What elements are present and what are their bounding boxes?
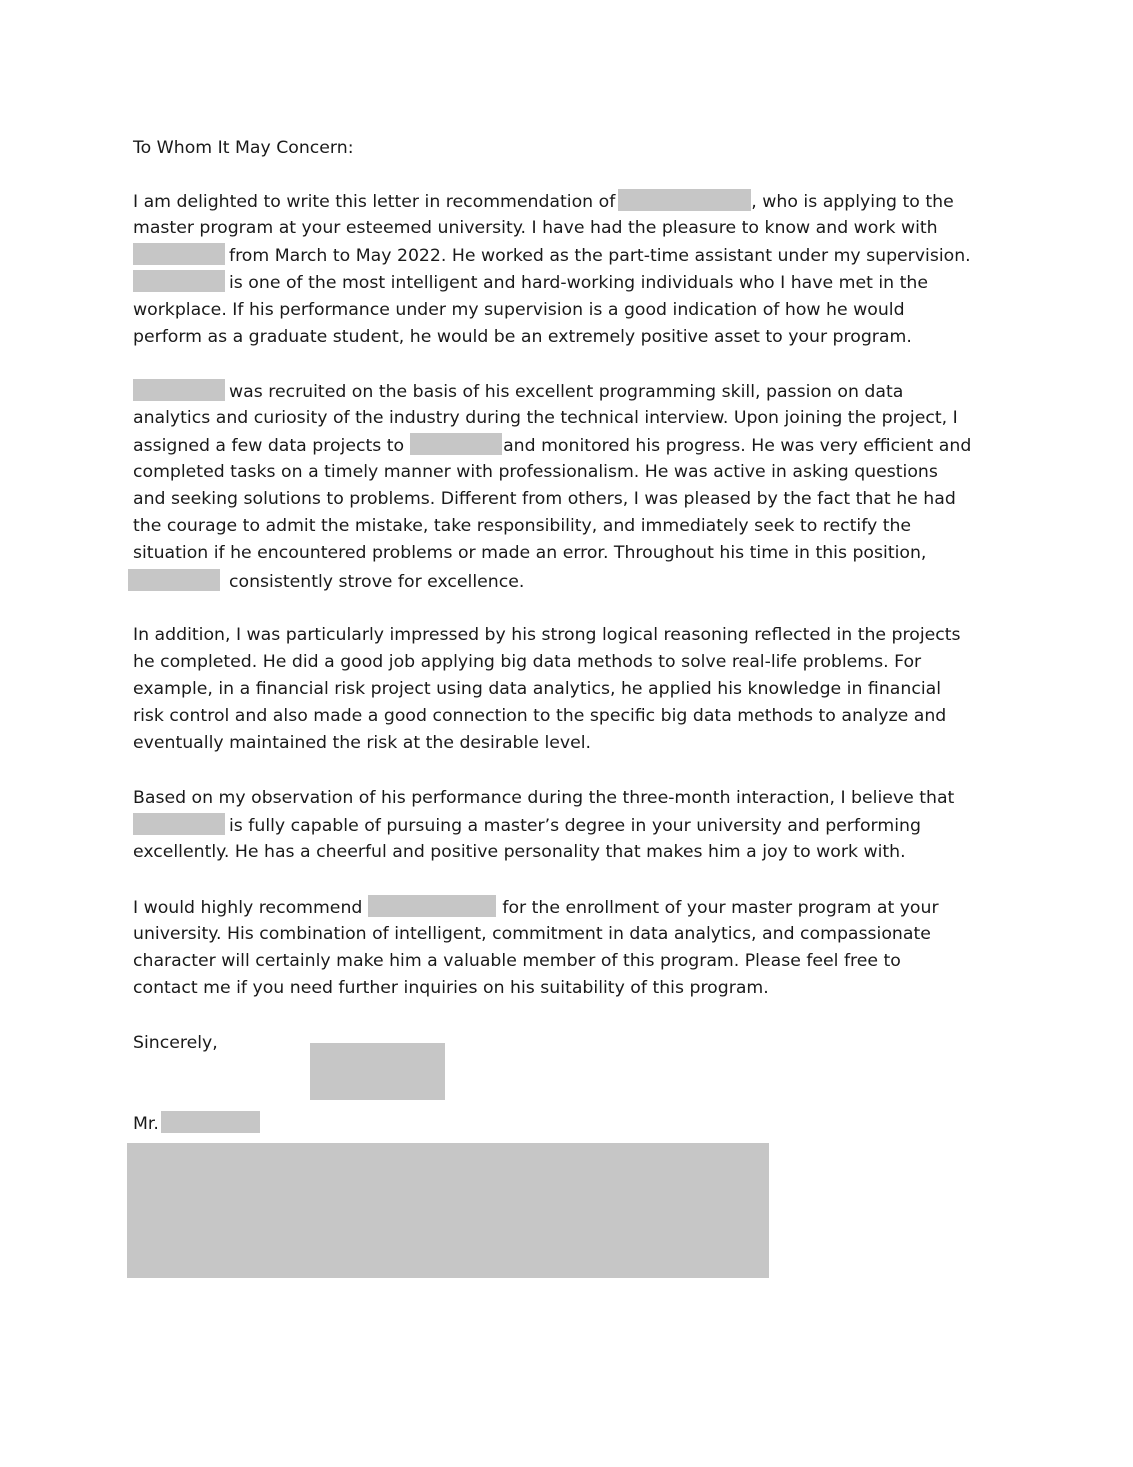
redacted-name bbox=[368, 895, 496, 917]
redacted-signer-name bbox=[161, 1111, 260, 1133]
p1-line-1 bbox=[133, 189, 954, 213]
p5-line-1 bbox=[133, 895, 939, 919]
redacted-name bbox=[618, 189, 751, 211]
text: I would highly recommend bbox=[133, 898, 363, 918]
p1-line-3 bbox=[133, 243, 971, 267]
redacted-name bbox=[128, 569, 220, 591]
p3-line-3: example, in a financial risk project using data analytics, he applied his knowledge in financial bbox=[133, 679, 942, 699]
p1-line-6: perform as a graduate student, he would be an extremely positive asset to your program. bbox=[133, 327, 912, 347]
signer-prefix: Mr. bbox=[133, 1114, 159, 1134]
text: I am delighted to write this letter in recommendation of bbox=[133, 192, 616, 212]
p1-line-4 bbox=[133, 270, 928, 294]
p2-line-2: analytics and curiosity of the industry during the technical interview. Upon joining the project, I bbox=[133, 408, 958, 428]
p2-line-4: completed tasks on a timely manner with professionalism. He was active in asking questions bbox=[133, 462, 938, 482]
p2-line-7: situation if he encountered problems or made an error. Throughout his time in this position, bbox=[133, 543, 927, 563]
p3-line-1: In addition, I was particularly impressed by his strong logical reasoning reflected in the projects bbox=[133, 625, 961, 645]
p4-line-1: Based on my observation of his performance during the three-month interaction, I believe that bbox=[133, 788, 955, 808]
p2-line-8 bbox=[128, 569, 524, 593]
p5-line-3: character will certainly make him a valuable member of this program. Please feel free to bbox=[133, 951, 901, 971]
redacted-signature bbox=[310, 1043, 445, 1100]
p1-line-5: workplace. If his performance under my supervision is a good indication of how he would bbox=[133, 300, 905, 320]
text: was recruited on the basis of his excellent programming skill, passion on data bbox=[229, 382, 904, 402]
p2-line-3 bbox=[133, 433, 971, 457]
p2-line-6: the courage to admit the mistake, take responsibility, and immediately seek to rectify the bbox=[133, 516, 912, 536]
p2-line-1 bbox=[133, 379, 903, 403]
p5-line-2: university. His combination of intelligent, commitment in data analytics, and compassionate bbox=[133, 924, 931, 944]
redacted-name bbox=[133, 813, 225, 835]
text: for the enrollment of your master program at your bbox=[502, 898, 939, 918]
closing: Sincerely, bbox=[133, 1033, 218, 1053]
signer-name-line bbox=[133, 1111, 260, 1135]
redacted-name bbox=[133, 379, 225, 401]
text: and monitored his progress. He was very efficient and bbox=[503, 436, 972, 456]
salutation: To Whom It May Concern: bbox=[133, 138, 354, 158]
p5-line-4: contact me if you need further inquiries on his suitability of this program. bbox=[133, 978, 769, 998]
p1-line-2: master program at your esteemed university. I have had the pleasure to know and work with bbox=[133, 218, 938, 238]
redacted-name bbox=[133, 270, 225, 292]
p3-line-5: eventually maintained the risk at the desirable level. bbox=[133, 733, 592, 753]
p2-line-5: and seeking solutions to problems. Different from others, I was pleased by the fact that he had bbox=[133, 489, 956, 509]
text: , who is applying to the bbox=[751, 192, 954, 212]
text: consistently strove for excellence. bbox=[229, 572, 525, 592]
text: is one of the most intelligent and hard-working individuals who I have met in the bbox=[229, 273, 928, 293]
text: from March to May 2022. He worked as the part-time assistant under my supervision. bbox=[229, 246, 971, 266]
redacted-name bbox=[133, 243, 225, 265]
p3-line-4: risk control and also made a good connection to the specific big data methods to analyze and bbox=[133, 706, 947, 726]
redacted-name bbox=[410, 433, 502, 455]
p3-line-2: he completed. He did a good job applying big data methods to solve real-life problems. For bbox=[133, 652, 922, 672]
text: assigned a few data projects to bbox=[133, 436, 405, 456]
text: is fully capable of pursuing a master’s degree in your university and performing bbox=[229, 816, 921, 836]
redacted-signer-details bbox=[127, 1143, 769, 1278]
p4-line-3: excellently. He has a cheerful and positive personality that makes him a joy to work with. bbox=[133, 842, 906, 862]
p4-line-2 bbox=[133, 813, 921, 837]
